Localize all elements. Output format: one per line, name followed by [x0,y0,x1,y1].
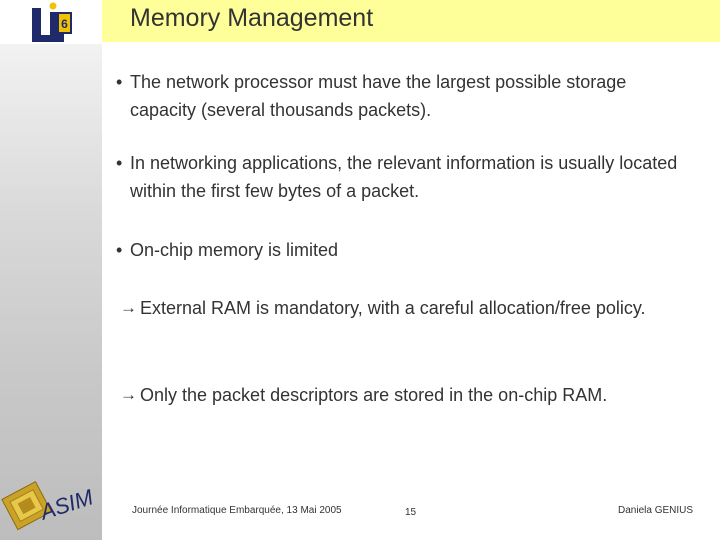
page-number: 15 [405,507,417,518]
arrow-right-icon: → [120,385,137,404]
arrow-packet-descriptors [114,381,710,409]
bullet-marker: • [116,72,123,92]
title-bar [102,0,720,42]
page-title: Memory Management [130,4,374,32]
bullet-storage-capacity [114,68,690,124]
svg-text:6: 6 [61,17,68,31]
lip6-logo [30,2,76,44]
bullet-text: In networking applications, the relevant information is usually located within the first few bytes of a packet. [130,153,678,201]
arrow-right-icon: → [120,298,137,317]
footer-event: Journée Informatique Embarquée, 13 Mai 2005 [132,505,342,516]
arrow-external-ram [114,294,690,322]
bullet-onchip-memory [114,236,690,264]
arrow-text: External RAM is mandatory, with a careful allocation/free policy. [140,298,646,318]
arrow-text: Only the packet descriptors are stored in the on-chip RAM. [140,385,608,405]
bullet-marker: • [116,153,123,173]
bullet-text: The network processor must have the largest possible storage capacity (several thousands packets). [130,72,627,120]
bullet-marker: • [116,240,123,260]
logo-area [0,0,102,44]
svg-text:ASIM: ASIM [37,484,97,525]
asim-logo [0,478,100,540]
bullet-relevant-information [114,149,690,205]
footer-author: Daniela GENIUS [618,505,694,516]
bullet-text: On-chip memory is limited [130,240,339,260]
left-sidebar-gradient [0,0,102,540]
